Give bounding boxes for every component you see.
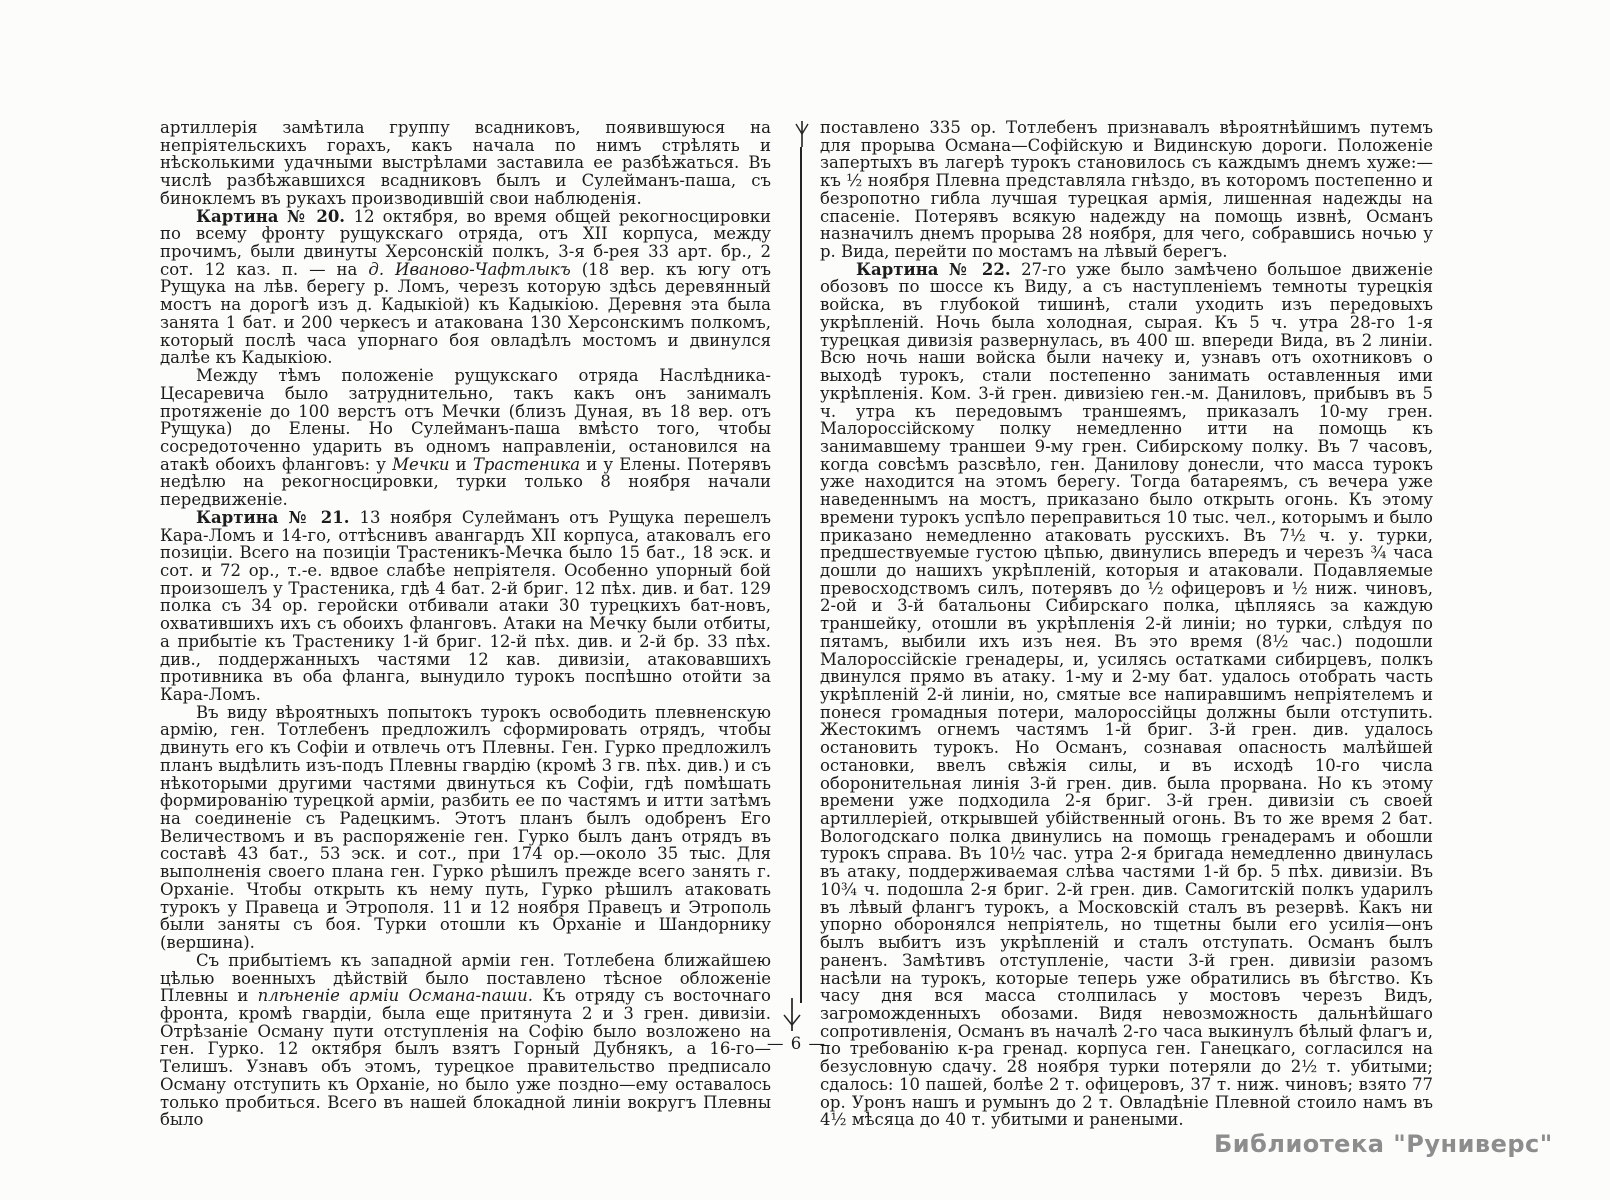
text-segment: Картина № 21.: [196, 507, 360, 527]
vertical-pencil-line: [800, 147, 802, 1003]
text-column-left: [160, 119, 771, 1129]
paragraph: [160, 509, 771, 704]
page-number: — 6 —: [767, 1034, 826, 1053]
text-segment: д. Иваново-Чафтлыкъ: [368, 259, 571, 279]
text-segment: и у Елены. Потерявъ недѣлю на рекогносцировки, турки только 8 ноября начали передвиженіе.: [160, 454, 772, 510]
text-segment: поставлено 335 ор. Тотлебенъ признавалъ вѣроятнѣйшимъ путемъ для прорыва Османа—Софійскую и Видинскую дороги. Положеніе запертыхъ въ лагерѣ турокъ становилось съ каждымъ днемъ хуже:—къ ½ ноября Плевна представляла гнѣздо, въ которомъ постепенно и безропотно гибла лучшая турецкая армія, лишенная надежды на спасеніе. Потерявъ всякую надежду на помощь извнѣ, Османъ назначилъ днемъ прорыва 28 ноября, для чего, собравшись ночью у р. Вида, перейти по мостамъ на лѣвый берегъ.: [820, 118, 1433, 262]
down-arrow-pencil-mark-icon: [793, 120, 811, 148]
text-segment: плѣненіе арміи Османа-паши.: [257, 986, 534, 1006]
text-segment: 12 октября, во время общей рекогносцировки по всему фронту рущукскаго отряда, отъ XII корпуса, между прочимъ, были двинуты Херсонскій полкъ, 3-я б-рея 33 арт. бр., 2 сот. 12 каз. п. — на: [160, 206, 771, 279]
text-segment: Трастеника: [472, 454, 581, 474]
text-segment: и: [449, 454, 473, 474]
text-segment: Между тѣмъ положеніе рущукскаго отряда Наслѣдника-Цесаревича было затруднительно, такъ какъ онъ занималъ протяженіе до 100 верстъ отъ Мечки (близъ Дуная, въ 18 вер. отъ Рущука) до Елены. Но Сулейманъ-паша вмѣсто того, чтобы сосредоточенно ударить въ одномъ направленіи, остановился на атакѣ обоихъ фланговъ: у: [160, 366, 771, 474]
paragraph: [820, 261, 1433, 1129]
text-column-right: [820, 119, 1433, 1129]
text-segment: Въ виду вѣроятныхъ попытокъ турокъ освободить плевненскую армію, ген. Тотлебенъ предложилъ сформировать отрядъ, чтобы двинуть его къ Софіи и отвлечь отъ Плевны. Ген. Гурко предложилъ планъ выдѣлить изъ-подъ Плевны гвардію (кромѣ 3 гв. пѣх. див.) и съ нѣкоторыми другими частями двинуться къ Софіи, гдѣ помѣшать формированію турецкой арміи, разбить ее по частямъ и итти затѣмъ на соединеніе съ Радецкимъ. Этотъ планъ былъ одобренъ Его Величествомъ и въ распоряженіе ген. Гурко былъ данъ отрядъ въ составѣ 43 бат., 53 эск. и сот., при 174 ор.—около 35 тыс. Для выполненія своего плана ген. Гурко рѣшилъ прежде всего занять г. Орханіе. Чтобы открыть къ нему путь, Гурко рѣшилъ атаковать турокъ у Правеца и Этрополя. 11 и 12 ноября Правецъ и Этрополь были заняты съ боя. Турки отошли къ Орханіе и Шандорнику (вершина).: [160, 702, 771, 953]
anchor-arrow-pencil-mark-icon: [781, 998, 805, 1032]
text-segment: 13 ноября Сулейманъ отъ Рущука перешелъ Кара-Ломъ и 14-го, оттѣснивъ авангардъ XII корпуса, атаковалъ его позиціи. Всего на позиціи Трастеникъ-Мечка было 15 бат., 18 эск. и сот. и 72 ор., т.-е. вдвое слабѣе непріятеля. Особенно упорный бой произошелъ у Трастеника, гдѣ 4 бат. 2-й бриг. 12 пѣх. див. и бат. 129 полка съ 34 ор. геройски отбивали атаки 30 турецкихъ бат-новъ, охватившихъ ихъ съ обоихъ фланговъ. Атаки на Мечку были отбиты, а прибытіе къ Трастенику 1-й бриг. 12-й пѣх. див. и 2-й бр. 33 пѣх. див., поддержанныхъ частями 12 кав. дивизіи, атаковавшихъ противника въ оба фланга, вынудило турокъ поспѣшно отойти за Кара-Ломъ.: [160, 507, 771, 704]
paragraph: [160, 119, 771, 208]
text-segment: Картина № 22.: [856, 259, 1022, 279]
text-segment: Мечки: [392, 454, 450, 474]
text-segment: Съ прибытіемъ къ западной арміи ген. Тотлебена ближайшею цѣлью военныхъ дѣйствій было поставлено тѣсное обложеніе Плевны и: [160, 950, 771, 1006]
watermark: Библиотека "Руниверс": [1214, 1130, 1553, 1158]
text-segment: 27-го уже было замѣчено большое движеніе обозовъ по шоссе къ Виду, а съ наступленіемъ темноты турецкія войска, въ глубокой тишинѣ, стали уходить изъ передовыхъ укрѣпленій. Ночь была холодная, сырая. Къ 5 ч. утра 28-го 1-я турецкая дивизія развернулась, въ 400 ш. впереди Вида, въ 2 линіи. Всю ночь наши войска были начеку и, узнавъ отъ охотниковъ о выходѣ турокъ, стали постепенно занимать оставленныя ими укрѣпленія. Ком. 3-й грен. дивизіею ген.-м. Даниловъ, прибывъ въ 5 ч. утра къ передовымъ траншеямъ, приказалъ 10-му грен. Малороссійскому полку немедленно итти на помощь къ занимавшему траншеи 9-му грен. Сибирскому полку. Въ 7 часовъ, когда совсѣмъ разсвѣло, ген. Данилову донесли, что масса турокъ уже находится на этомъ берегу. Тогда батареямъ, съ вечера уже наведеннымъ на мостъ, приказано было открыть огонь. Къ этому времени турокъ успѣло переправиться 10 тыс. чел., которымъ и было приказано немедленно атаковать русскихъ. Въ 7½ ч. у. турки, предшествуемые густою цѣпью, двинулись впередъ и черезъ ¾ часа дошли до нашихъ укрѣпленій, которыя и атаковали. Подавляемые превосходствомъ силъ, потерявъ до ½ офицеровъ и ½ ниж. чиновъ, 2-ой и 3-й батальоны Сибирскаго полка, цѣпляясь за каждую траншейку, отошли въ укрѣпленія 2-й линіи; но турки, слѣдуя по пятамъ, выбили ихъ изъ нея. Въ это время (8½ час.) подошли Малороссійскіе гренадеры, и, усилясь остатками сибирцевъ, полкъ двинулся прямо въ атаку. 1-му и 2-му бат. удалось отобрать часть укрѣпленій 2-й линіи, но, смятые все напиравшимъ непріятелемъ и понеся громадныя потери, малороссійцы должны были отступить. Жестокимъ огнемъ частямъ 1-й бриг. 3-й грен. див. удалось остановить турокъ. Но Османъ, сознавая опасность малѣйшей остановки, ввелъ свѣжія силы, и въ исходѣ 10-го числа оборонительная линія 3-й грен. див. была прорвана. Но къ этому времени уже подходила 2-я бриг. 3-й грен. дивизіи съ своей артиллеріей, открывшей убійственный огонь. Въ то же время 2 бат. Вологодскаго полка двинулись на помощь гренадерамъ и обошли турокъ справа. Въ 10½ час. утра 2-я бригада немедленно двинулась въ атаку, поддерживаемая слѣва частями 1-й бр. 5 пѣх. дивизіи. Въ 10¾ ч. подошла 2-я бриг. 2-й грен. див. Самогитскій полкъ ударилъ въ лѣвый флангъ турокъ, а Московскій сталъ въ резервѣ. Какъ ни упорно оборонялся непріятель, но тщетны были его усилія—онъ былъ выбитъ изъ укрѣпленій и сталъ отступать. Османъ былъ раненъ. Замѣтивъ отступленіе, части 3-й грен. дивизіи разомъ насѣли на турокъ, которые теперь уже обратились въ бѣгство. Къ часу дня вся масса столпилась у мостовъ черезъ Видъ, загроможденныхъ обозами. Видя невозможность дальнѣйшаго сопротивленія, Османъ въ началѣ 2-го часа выкинулъ бѣлый флагъ и, по требованію к-ра гренад. корпуса ген. Ганецкаго, согласился на безусловную сдачу. 28 ноября турки потеряли до 2½ т. убитыми; сдалось: 10 пашей, болѣе 2 т. офицеровъ, 37 т. ниж. чиновъ; взято 77 ор. Уронъ нашъ и румынъ до 2 т. Овладѣніе Плевной стоило намъ въ 4½ мѣсяца до 40 т. убитыми и ранеными.: [820, 259, 1433, 1130]
paragraph: [160, 704, 771, 952]
paragraph: [820, 119, 1433, 261]
text-segment: Къ отряду съ восточнаго фронта, кромѣ гвардіи, была еще притянута 2 и 3 грен. дивизіи. Отрѣзаніе Осману пути отступленія на Софію было возложено на ген. Гурко. 12 октября былъ взятъ Горный Дубнякъ, а 16-го—Телишъ. Узнавъ объ этомъ, турецкое правительство предписало Осману отступить къ Орханіе, но было уже поздно—ему оставалось только пробиться. Всего въ нашей блокадной линіи вокругъ Плевны было: [160, 986, 771, 1130]
text-segment: (18 вер. къ югу отъ Рущука на лѣв. берегу р. Ломъ, черезъ которую здѣсь деревянный мостъ на дорогѣ изъ д. Кадыкіой) къ Кадыкіою. Деревня эта была занята 1 бат. и 200 черкесъ и атакована 130 Херсонскимъ полкомъ, который послѣ часа упорнаго боя овладѣлъ мостомъ и двинулся далѣе къ Кадыкіою.: [160, 259, 772, 368]
text-segment: артиллерія замѣтила группу всадниковъ, появившуюся на непріятельскихъ горахъ, какъ начала по нимъ стрѣлять и нѣсколькими удачными выстрѣлами заставила ее разбѣжаться. Въ числѣ разбѣжавшихся всадниковъ былъ и Сулейманъ-паша, съ биноклемъ въ рукахъ производившій свои наблюденія.: [160, 118, 771, 208]
paragraph: [160, 208, 771, 367]
text-segment: Картина № 20.: [196, 206, 354, 226]
paragraph: [160, 367, 771, 509]
